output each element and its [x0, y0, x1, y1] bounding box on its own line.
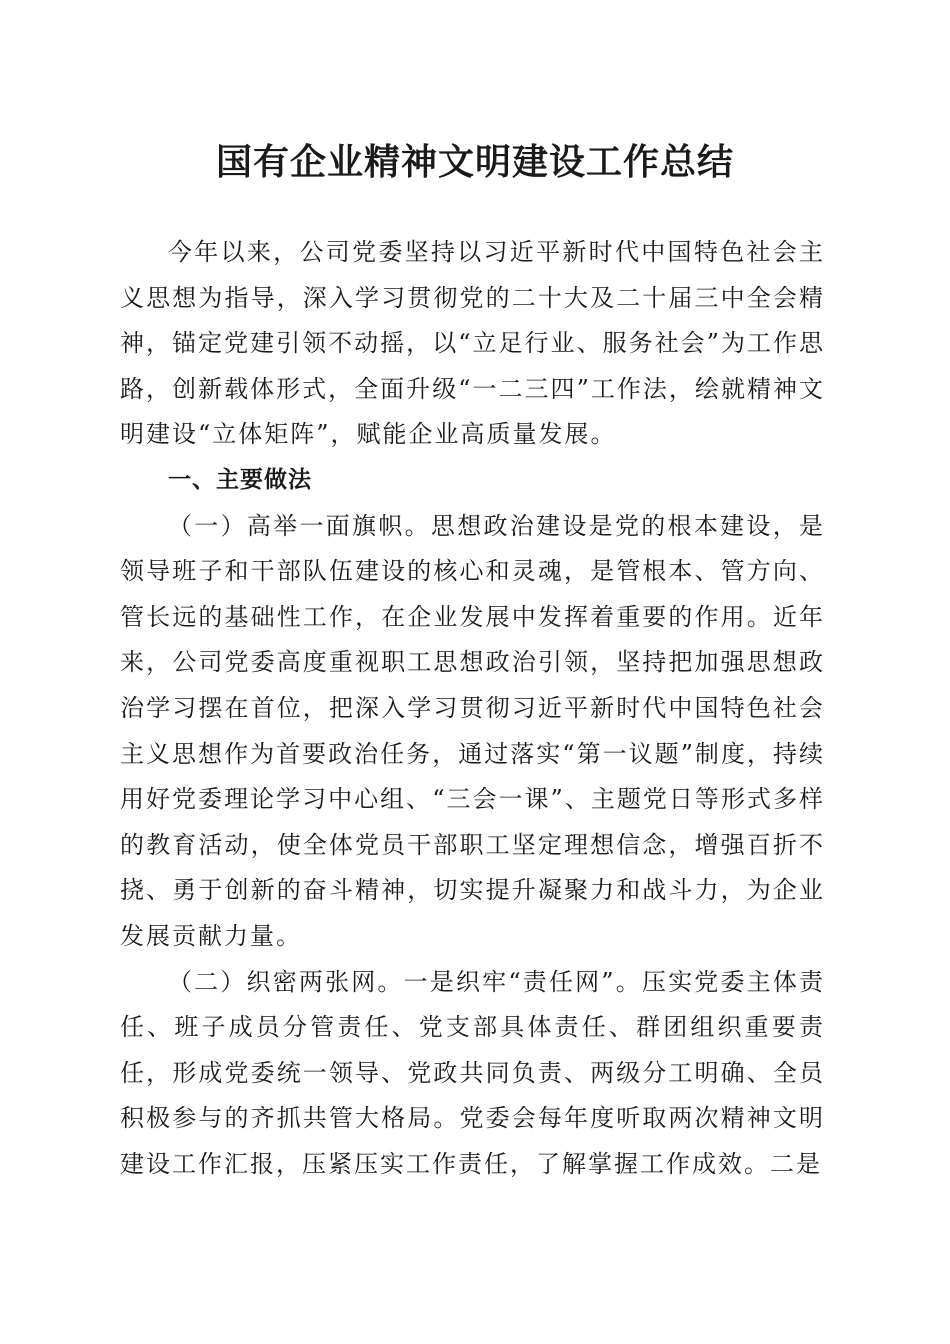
item2-heading: （二）织密两张网。	[168, 967, 404, 996]
item2-text: 一是织牢“责任网”。压实党委主体责任、班子成员分管责任、党支部具体责任、群团组织重要责任，形成党委统一领导、党政共同负责、两级分工明确、全员积极参与的齐抓共管大格局。党委会每年度听取两次精神文明建设工作汇报，压紧压实工作责任，了解掌握工作成效。二是	[120, 967, 825, 1178]
document-body	[120, 230, 825, 1187]
item1-paragraph	[120, 504, 825, 960]
section-heading-main-practices: 一、主要做法	[168, 466, 312, 493]
item2-paragraph	[120, 960, 825, 1188]
document-title: 国有企业精神文明建设工作总结	[215, 141, 734, 183]
item1-text: 思想政治建设是党的根本建设，是领导班子和干部队伍建设的核心和灵魂，是管根本、管方向、管长远的基础性工作，在企业发展中发挥着重要的作用。近年来，公司党委高度重视职工思想政治引领，坚持把加强思想政治学习摆在首位，把深入学习贯彻习近平新时代中国特色社会主义思想作为首要政治任务，通过落实“第一议题”制度，持续用好党委理论学习中心组、“三会一课”、主题党日等形式多样的教育活动，使全体党员干部职工坚定理想信念，增强百折不挠、勇于创新的奋斗精神，切实提升凝聚力和战斗力，为企业发展贡献力量。	[120, 511, 826, 950]
item1-heading: （一）高举一面旗帜。	[168, 511, 431, 540]
intro-paragraph: 今年以来，公司党委坚持以习近平新时代中国特色社会主义思想为指导，深入学习贯彻党的二十大及二十届三中全会精神，锚定党建引领不动摇，以“立足行业、服务社会”为工作思路，创新载体形式，全面升级“一二三四”工作法，绘就精神文明建设“立体矩阵”，赋能企业高质量发展。	[120, 238, 825, 449]
